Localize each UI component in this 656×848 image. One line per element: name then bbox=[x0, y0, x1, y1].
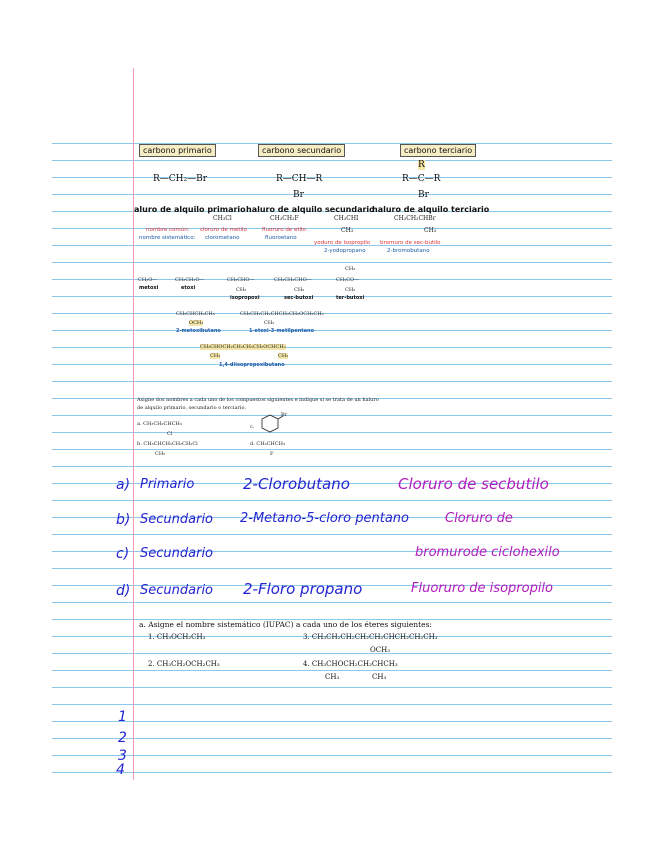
ether-sub-3b: CH₃ bbox=[278, 353, 289, 359]
hand-number: 4 bbox=[116, 762, 125, 778]
common-name-3: yoduro de isopropilo bbox=[314, 240, 371, 246]
exercise-item-b-sub: CH₃ bbox=[155, 451, 166, 457]
ether-formula-3: CH₃CHOCH₂CH₂CH₂CH₂OCHCH₃ bbox=[200, 344, 286, 350]
ether-exercise-heading: a. Asigne el nombre sistemático (IUPAC) a cada uno de los éteres siguientes: bbox=[139, 620, 432, 629]
common-name-4: bromuro de sec-butilo bbox=[380, 240, 441, 246]
answer-letter-a: a) bbox=[116, 477, 131, 493]
common-name-1: cloruro de metilo bbox=[200, 227, 247, 233]
hand-number: 3 bbox=[118, 748, 127, 764]
exercise-item-a: a. CH₃CH₂CHCH₃ bbox=[137, 421, 182, 427]
systematic-name-3: 2-yodopropano bbox=[324, 248, 366, 254]
alkoxy-formula: CH₃CH₂O— bbox=[175, 277, 205, 283]
exercise-item-d: d. CH₃CHCH₃ bbox=[250, 441, 285, 447]
formula-secondary: R—CH—R bbox=[276, 174, 323, 184]
example-isopropyl-ch3: CH₃ bbox=[341, 227, 354, 234]
answer-iupac-a: 2-Clorobutano bbox=[243, 475, 350, 493]
ether-exercise-2: 2. CH₃CH₂OCH₂CH₃ bbox=[148, 660, 220, 668]
example-secbutyl: CH₃CH₂CHBr bbox=[394, 215, 436, 222]
answer-common-d: Fluoruro de isopropilo bbox=[411, 581, 553, 596]
alkoxy-formula: CH₃CH₂CHO— bbox=[274, 277, 312, 283]
example-methyl: CH₃Cl bbox=[213, 215, 232, 222]
example-secbutyl-ch3: CH₃ bbox=[424, 227, 437, 234]
systematic-name-4: 2-bromobutano bbox=[387, 248, 430, 254]
ether-formula-2: CH₃CH₂CH₂CHCH₂CH₂OCH₂CH₃ bbox=[240, 311, 324, 317]
alkoxy-sub: CH₃ bbox=[236, 287, 247, 293]
category-primary: aluro de alquilo primario bbox=[134, 205, 246, 214]
systematic-name-label: nombre sistemático: bbox=[139, 235, 196, 241]
hand-number: 1 bbox=[118, 709, 127, 725]
ether-exercise-4: 4. CH₃CHOCH₂CH₂CHCH₃ bbox=[303, 660, 398, 668]
alkoxy-name: sec-butoxi bbox=[284, 295, 314, 301]
alkoxy-formula: CH₃CHO— bbox=[227, 277, 255, 283]
ether-exercise-4-sub1: CH₃ bbox=[325, 673, 340, 681]
answer-type-b: Secundario bbox=[140, 512, 214, 527]
example-isopropyl: CH₃CHI bbox=[334, 215, 359, 222]
answer-letter-c: c) bbox=[116, 546, 130, 562]
answer-common-a: Cloruro de secbutilo bbox=[398, 475, 549, 493]
formula-tertiary: R—C—R bbox=[402, 174, 441, 184]
label-carbono-primario: carbono primario bbox=[139, 144, 216, 157]
answer-letter-b: b) bbox=[116, 512, 131, 528]
formula-primary: R—CH₂—Br bbox=[153, 174, 208, 184]
ether-exercise-4-sub2: CH₃ bbox=[372, 673, 387, 681]
systematic-name-2: fluoroetano bbox=[265, 235, 297, 241]
common-name-2: fluoruro de etilo bbox=[262, 227, 306, 233]
answer-common-b: Cloruro de bbox=[445, 511, 513, 526]
label-carbono-terciario: carbono terciario bbox=[400, 144, 476, 157]
r-top-tertiary: R bbox=[418, 160, 425, 170]
example-ethyl: CH₃CH₂F bbox=[270, 215, 299, 222]
alkoxy-name: ter-butoxi bbox=[336, 295, 365, 301]
alkoxy-sub: CH₃ bbox=[345, 287, 356, 293]
ether-sub-1: OCH₃ bbox=[189, 320, 204, 326]
label-carbono-secundario: carbono secundario bbox=[258, 144, 345, 157]
answer-iupac-b: 2-Metano-5-cloro pentano bbox=[240, 511, 409, 526]
exercise-prompt-line2: de alquilo primario, secundario o terciario. bbox=[137, 405, 247, 411]
ether-sub-2: CH₃ bbox=[264, 320, 275, 326]
alkoxy-formula: CH₃CO— bbox=[336, 277, 360, 283]
category-secondary: haluro de alquilo secundario bbox=[246, 205, 375, 214]
category-tertiary: haluro de alquilo terciario bbox=[372, 205, 490, 214]
exercise-item-d-sub: F bbox=[270, 451, 274, 457]
hand-number: 2 bbox=[118, 730, 127, 746]
ether-exercise-3: 3. CH₃CH₂CH₂CH₂CH₂CHCH₂CH₂CH₃ bbox=[303, 633, 438, 641]
exercise-item-c-br: Br bbox=[281, 412, 288, 418]
ether-sub-3a: CH₃ bbox=[210, 353, 221, 359]
ether-name-1: 2-metoxibutano bbox=[176, 328, 221, 334]
alkoxy-formula: CH₃O— bbox=[138, 277, 158, 283]
answer-common-c: bromurode ciclohexilo bbox=[415, 545, 560, 560]
alkoxy-name: metoxi bbox=[139, 285, 159, 291]
br-secondary: Br bbox=[293, 190, 304, 200]
alkoxy-name: isopropoxi bbox=[230, 295, 260, 301]
ether-name-3: 1,4-diisopropoxibutano bbox=[219, 362, 285, 368]
alkoxy-sub: CH₃ bbox=[294, 287, 305, 293]
systematic-name-1: clorometano bbox=[205, 235, 240, 241]
alkoxy-top: CH₃ bbox=[345, 266, 356, 272]
exercise-prompt-line1: Asigne dos nombres a cada uno de los compuestos siguientes e indique si se trata de un haluro bbox=[137, 397, 379, 403]
answer-letter-d: d) bbox=[116, 583, 131, 599]
exercise-item-c: c. bbox=[250, 424, 255, 430]
exercise-item-a-sub: Cl bbox=[167, 431, 173, 437]
common-name-label: nombre común: bbox=[146, 227, 190, 233]
br-tertiary: Br bbox=[418, 190, 429, 200]
answer-type-a: Primario bbox=[140, 477, 195, 492]
ether-formula-1: CH₃CHCH₂CH₃ bbox=[176, 311, 215, 317]
ether-name-2: 1-etoxi-3-metilpentano bbox=[249, 328, 315, 334]
ether-exercise-3-sub: OCH₃ bbox=[370, 646, 391, 654]
answer-iupac-d: 2-Floro propano bbox=[243, 580, 363, 598]
alkoxy-name: etoxi bbox=[181, 285, 196, 291]
answer-type-d: Secundario bbox=[140, 583, 214, 598]
answer-type-c: Secundario bbox=[140, 546, 214, 561]
margin-line bbox=[133, 68, 134, 780]
ether-exercise-1: 1. CH₃OCH₂CH₃ bbox=[148, 633, 206, 641]
exercise-item-b: b. CH₃CHCH₂CH₂CH₂Cl bbox=[137, 441, 198, 447]
